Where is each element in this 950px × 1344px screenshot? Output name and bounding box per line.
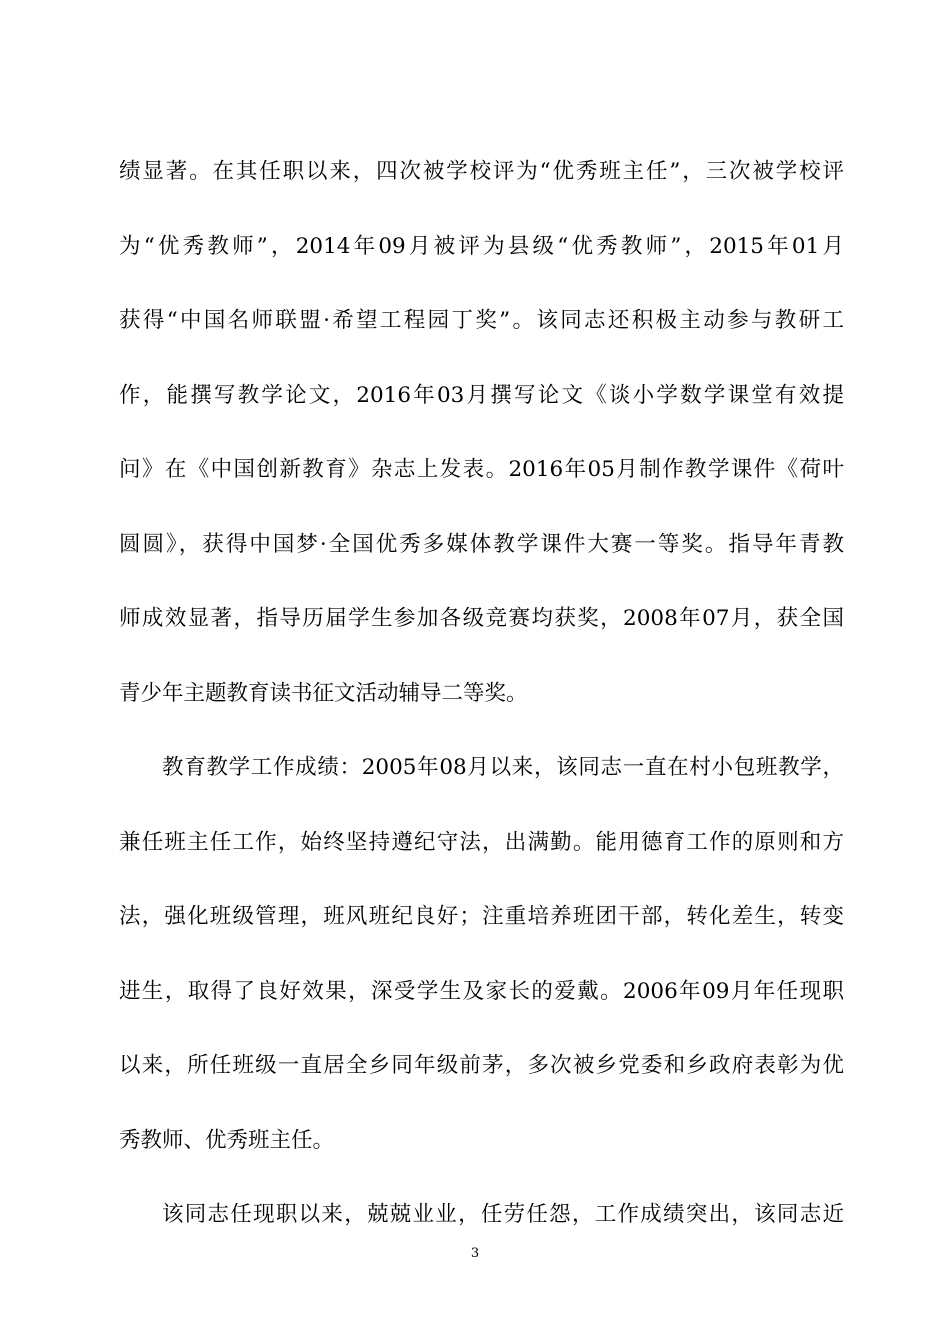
text-line: 获得“中国名师联盟·希望工程园丁奖”。该同志还积极主动参与教研工 xyxy=(119,308,844,333)
text-line: 教育教学工作成绩：2005年08月以来，该同志一直在村小包班教学， xyxy=(162,755,844,780)
text-line: 为“优秀教师”，2014年09月被评为县级“优秀教师”，2015年01月 xyxy=(119,233,844,259)
text-line: 该同志任现职以来，兢兢业业，任劳任怨，工作成绩突出，该同志近 xyxy=(162,1202,844,1227)
text-line: 师成效显著，指导历届学生参加各级竞赛均获奖，2008年07月，获全国 xyxy=(119,606,844,631)
page-number: 3 xyxy=(470,1246,480,1261)
text-line: 兼任班主任工作，始终坚持遵纪守法，出满勤。能用德育工作的原则和方 xyxy=(119,829,844,855)
text-line: 法，强化班级管理，班风班纪良好；注重培养班团干部，转化差生，转变 xyxy=(119,904,844,929)
text-line: 绩显著。在其任职以来，四次被学校评为“优秀班主任”，三次被学校评 xyxy=(119,159,844,184)
paragraph-awards xyxy=(119,135,844,731)
paragraph-summary xyxy=(119,1178,844,1253)
text-line: 秀教师、优秀班主任。 xyxy=(119,1127,335,1153)
text-line: 问》在《中国创新教育》杂志上发表。2016年05月制作教学课件《荷叶 xyxy=(119,457,844,482)
body-text xyxy=(119,135,844,1253)
text-line: 以来，所任班级一直居全乡同年级前茅，多次被乡党委和乡政府表彰为优 xyxy=(119,1053,844,1078)
text-line: 圆圆》，获得中国梦·全国优秀多媒体教学课件大赛一等奖。指导年青教 xyxy=(119,531,844,557)
paragraph-teaching-achievements xyxy=(119,731,844,1178)
text-line: 青少年主题教育读书征文活动辅导二等奖。 xyxy=(119,680,528,706)
text-line: 作，能撰写教学论文，2016年03月撰写论文《谈小学数学课堂有效提 xyxy=(119,382,844,408)
text-line: 进生，取得了良好效果，深受学生及家长的爱戴。2006年09月年任现职 xyxy=(119,978,844,1004)
